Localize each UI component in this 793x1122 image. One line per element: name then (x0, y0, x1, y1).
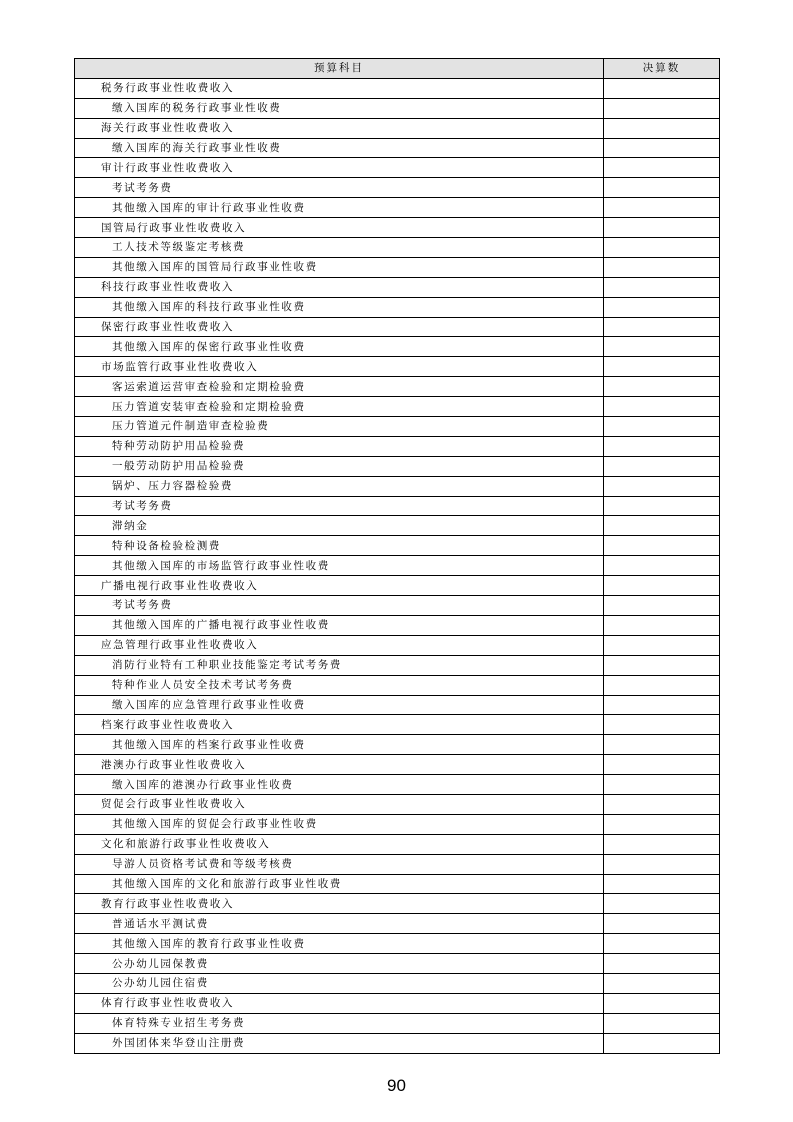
table-row (75, 596, 720, 616)
final-amount-cell (604, 914, 720, 934)
budget-item-name: 其他缴入国库的国管局行政事业性收费 (75, 257, 604, 277)
table-row (75, 894, 720, 914)
table-row (75, 675, 720, 695)
budget-item-name: 其他缴入国库的档案行政事业性收费 (75, 735, 604, 755)
final-amount-cell (604, 377, 720, 397)
table-row (75, 417, 720, 437)
table-row (75, 735, 720, 755)
table-row (75, 834, 720, 854)
header-final-amount: 决算数 (604, 59, 720, 79)
budget-item-name: 其他缴入国库的文化和旅游行政事业性收费 (75, 874, 604, 894)
budget-table-container (74, 58, 719, 1054)
table-row (75, 536, 720, 556)
budget-item-name: 审计行政事业性收费收入 (75, 158, 604, 178)
budget-item-name: 考试考务费 (75, 596, 604, 616)
budget-item-name: 应急管理行政事业性收费收入 (75, 635, 604, 655)
table-row (75, 297, 720, 317)
header-budget-item: 预算科目 (75, 59, 604, 79)
budget-item-name: 客运索道运营审查检验和定期检验费 (75, 377, 604, 397)
table-row (75, 198, 720, 218)
budget-item-name: 导游人员资格考试费和等级考核费 (75, 854, 604, 874)
final-amount-cell (604, 337, 720, 357)
table-row (75, 993, 720, 1013)
table-row (75, 377, 720, 397)
budget-item-name: 压力管道元件制造审查检验费 (75, 417, 604, 437)
table-row (75, 615, 720, 635)
budget-item-name: 体育行政事业性收费收入 (75, 993, 604, 1013)
final-amount-cell (604, 178, 720, 198)
table-row (75, 1033, 720, 1053)
final-amount-cell (604, 1033, 720, 1053)
budget-item-name: 广播电视行政事业性收费收入 (75, 576, 604, 596)
final-amount-cell (604, 218, 720, 238)
budget-item-name: 缴入国库的海关行政事业性收费 (75, 138, 604, 158)
final-amount-cell (604, 675, 720, 695)
final-amount-cell (604, 615, 720, 635)
budget-item-name: 保密行政事业性收费收入 (75, 317, 604, 337)
budget-item-name: 特种劳动防护用品检验费 (75, 436, 604, 456)
budget-item-name: 其他缴入国库的科技行政事业性收费 (75, 297, 604, 317)
final-amount-cell (604, 397, 720, 417)
table-row (75, 854, 720, 874)
budget-item-name: 缴入国库的应急管理行政事业性收费 (75, 695, 604, 715)
final-amount-cell (604, 794, 720, 814)
final-amount-cell (604, 715, 720, 735)
budget-item-name: 文化和旅游行政事业性收费收入 (75, 834, 604, 854)
table-row (75, 576, 720, 596)
table-row (75, 118, 720, 138)
table-row (75, 317, 720, 337)
final-amount-cell (604, 894, 720, 914)
budget-item-name: 一般劳动防护用品检验费 (75, 456, 604, 476)
budget-item-name: 普通话水平测试费 (75, 914, 604, 934)
budget-item-name: 海关行政事业性收费收入 (75, 118, 604, 138)
table-row (75, 436, 720, 456)
table-row (75, 516, 720, 536)
budget-item-name: 其他缴入国库的贸促会行政事业性收费 (75, 814, 604, 834)
budget-table (74, 58, 720, 1054)
final-amount-cell (604, 934, 720, 954)
final-amount-cell (604, 954, 720, 974)
final-amount-cell (604, 238, 720, 258)
table-row (75, 814, 720, 834)
budget-item-name: 考试考务费 (75, 178, 604, 198)
table-row (75, 655, 720, 675)
final-amount-cell (604, 775, 720, 795)
table-row (75, 218, 720, 238)
budget-item-name: 其他缴入国库的保密行政事业性收费 (75, 337, 604, 357)
final-amount-cell (604, 257, 720, 277)
final-amount-cell (604, 755, 720, 775)
budget-item-name: 档案行政事业性收费收入 (75, 715, 604, 735)
budget-item-name: 外国团体来华登山注册费 (75, 1033, 604, 1053)
table-row (75, 238, 720, 258)
budget-item-name: 锅炉、压力容器检验费 (75, 476, 604, 496)
final-amount-cell (604, 874, 720, 894)
table-row (75, 715, 720, 735)
budget-item-name: 消防行业特有工种职业技能鉴定考试考务费 (75, 655, 604, 675)
final-amount-cell (604, 516, 720, 536)
table-row (75, 98, 720, 118)
final-amount-cell (604, 993, 720, 1013)
budget-item-name: 税务行政事业性收费收入 (75, 78, 604, 98)
final-amount-cell (604, 277, 720, 297)
final-amount-cell (604, 635, 720, 655)
final-amount-cell (604, 695, 720, 715)
page-number: 90 (387, 1076, 406, 1095)
budget-item-name: 特种作业人员安全技术考试考务费 (75, 675, 604, 695)
budget-item-name: 港澳办行政事业性收费收入 (75, 755, 604, 775)
table-row (75, 357, 720, 377)
final-amount-cell (604, 198, 720, 218)
final-amount-cell (604, 317, 720, 337)
table-row (75, 1013, 720, 1033)
budget-item-name: 缴入国库的港澳办行政事业性收费 (75, 775, 604, 795)
budget-item-name: 考试考务费 (75, 496, 604, 516)
table-row (75, 755, 720, 775)
table-row (75, 337, 720, 357)
final-amount-cell (604, 357, 720, 377)
budget-item-name: 其他缴入国库的市场监管行政事业性收费 (75, 556, 604, 576)
final-amount-cell (604, 576, 720, 596)
final-amount-cell (604, 496, 720, 516)
final-amount-cell (604, 158, 720, 178)
table-row (75, 158, 720, 178)
budget-item-name: 特种设备检验检测费 (75, 536, 604, 556)
budget-item-name: 体育特殊专业招生考务费 (75, 1013, 604, 1033)
final-amount-cell (604, 973, 720, 993)
table-body (75, 78, 720, 1053)
budget-item-name: 科技行政事业性收费收入 (75, 277, 604, 297)
table-row (75, 138, 720, 158)
table-row (75, 277, 720, 297)
final-amount-cell (604, 655, 720, 675)
budget-item-name: 其他缴入国库的教育行政事业性收费 (75, 934, 604, 954)
final-amount-cell (604, 834, 720, 854)
final-amount-cell (604, 118, 720, 138)
final-amount-cell (604, 1013, 720, 1033)
table-row (75, 954, 720, 974)
table-row (75, 934, 720, 954)
final-amount-cell (604, 436, 720, 456)
table-row (75, 695, 720, 715)
final-amount-cell (604, 854, 720, 874)
budget-item-name: 其他缴入国库的审计行政事业性收费 (75, 198, 604, 218)
final-amount-cell (604, 536, 720, 556)
budget-item-name: 公办幼儿园住宿费 (75, 973, 604, 993)
budget-item-name: 工人技术等级鉴定考核费 (75, 238, 604, 258)
budget-item-name: 缴入国库的税务行政事业性收费 (75, 98, 604, 118)
final-amount-cell (604, 814, 720, 834)
table-row (75, 973, 720, 993)
final-amount-cell (604, 297, 720, 317)
final-amount-cell (604, 556, 720, 576)
table-row (75, 635, 720, 655)
budget-item-name: 压力管道安装审查检验和定期检验费 (75, 397, 604, 417)
table-header-row (75, 59, 720, 79)
final-amount-cell (604, 417, 720, 437)
budget-item-name: 教育行政事业性收费收入 (75, 894, 604, 914)
table-row (75, 874, 720, 894)
final-amount-cell (604, 456, 720, 476)
table-row (75, 496, 720, 516)
table-row (75, 78, 720, 98)
table-row (75, 257, 720, 277)
table-row (75, 556, 720, 576)
table-row (75, 775, 720, 795)
final-amount-cell (604, 735, 720, 755)
final-amount-cell (604, 98, 720, 118)
budget-item-name: 公办幼儿园保教费 (75, 954, 604, 974)
budget-item-name: 市场监管行政事业性收费收入 (75, 357, 604, 377)
final-amount-cell (604, 138, 720, 158)
budget-item-name: 国管局行政事业性收费收入 (75, 218, 604, 238)
final-amount-cell (604, 476, 720, 496)
table-row (75, 397, 720, 417)
table-row (75, 456, 720, 476)
budget-item-name: 其他缴入国库的广播电视行政事业性收费 (75, 615, 604, 635)
table-row (75, 178, 720, 198)
table-row (75, 476, 720, 496)
table-row (75, 794, 720, 814)
budget-item-name: 贸促会行政事业性收费收入 (75, 794, 604, 814)
budget-item-name: 滞纳金 (75, 516, 604, 536)
table-row (75, 914, 720, 934)
final-amount-cell (604, 78, 720, 98)
final-amount-cell (604, 596, 720, 616)
